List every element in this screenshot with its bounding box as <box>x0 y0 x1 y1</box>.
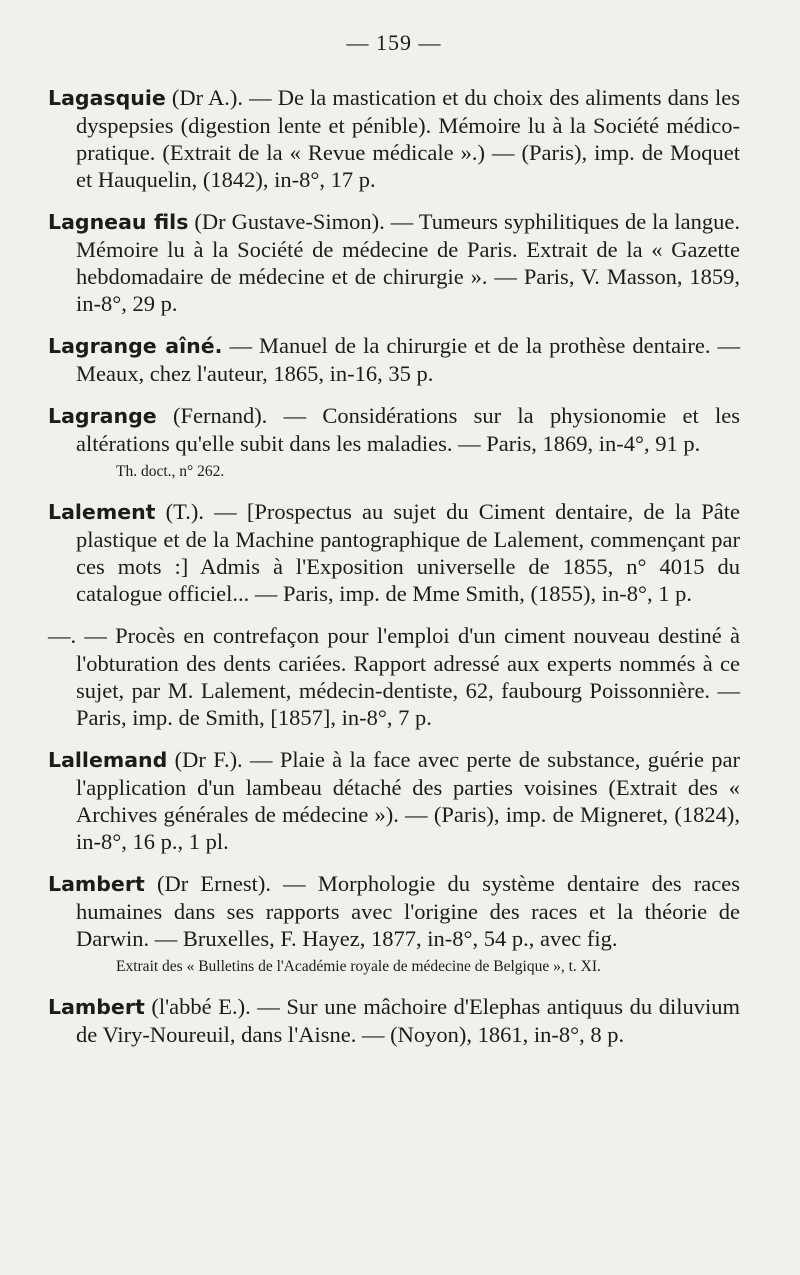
entry-text: (T.). — [Prospectus au sujet du Ciment dentaire, de la Pâte plastique et de la Machine pantographique de Lalement, commençant par ces mots :] Admis à l'Exposition universelle de 1855, n° 4015 du catalogue officiel... — Paris, imp. de Mme Smith, (1855), in-8°, 1 p. <box>76 499 740 606</box>
entry-text: — Manuel de la chirurgie et de la prothèse dentaire. — Meaux, chez l'auteur, 1865, in-16, 35 p. <box>76 333 741 386</box>
entry-note: Extrait des « Bulletins de l'Académie royale de médecine de Belgique », t. XI. <box>116 958 601 975</box>
entry-author: Lalement <box>48 500 156 524</box>
bibliography-entry <box>48 870 740 978</box>
entry-note: Th. doct., n° 262. <box>116 463 225 480</box>
bibliography-entry <box>48 402 740 483</box>
entry-text: (Dr A.). — De la mastication et du choix des aliments dans les dyspepsies (digestion lente et pénible). Mémoire lu à la Société médico-pratique. (Extrait de la « Revue médicale ».) — (Paris), imp. de Moquet et Hauquelin, (1842), in-8°, 17 p. <box>76 85 740 192</box>
entry-author: Lallemand <box>48 748 168 772</box>
bibliography-entry <box>48 622 740 731</box>
entry-author: Lagrange <box>48 404 157 428</box>
entry-text: (l'abbé E.). — Sur une mâchoire d'Elephas antiquus du diluvium de Viry-Noureuil, dans l'Aisne. — (Noyon), 1861, in-8°, 8 p. <box>76 994 740 1047</box>
entry-author: Lagneau fils <box>48 210 189 234</box>
entry-author: Lambert <box>48 872 145 896</box>
bibliography-entry <box>48 208 740 317</box>
entry-text: (Fernand). — Considérations sur la physionomie et les altérations qu'elle subit dans les maladies. — Paris, 1869, in-4°, 91 p. <box>76 403 740 456</box>
bibliography-entry <box>48 498 740 607</box>
page-number: — 159 — <box>346 30 442 55</box>
entry-text: —. — Procès en contrefaçon pour l'emploi d'un ciment nouveau destiné à l'obturation des dents cariées. Rapport adressé aux experts nommés à ce sujet, par M. Lalement, médecin-dentiste, 62, faubourg Poissonnière. — Paris, imp. de Smith, [1857], in-8°, 7 p. <box>48 623 740 730</box>
bibliography-entry <box>48 746 740 855</box>
entry-author: Lagrange aîné. <box>48 334 223 358</box>
entry-text: (Dr Gustave-Simon). — Tumeurs syphilitiques de la langue. Mémoire lu à la Société de médecine de Paris. Extrait de la « Gazette hebdomadaire de médecine et de chirurgie ». — Paris, V. Masson, 1859, in-8°, 29 p. <box>76 209 740 316</box>
bibliography-entry <box>48 84 740 193</box>
entry-text: (Dr Ernest). — Morphologie du système dentaire des races humaines dans ses rapports avec l'origine des races et la théorie de Darwin. — Bruxelles, F. Hayez, 1877, in-8°, 54 p., avec fig. <box>76 871 740 951</box>
entry-author: Lagasquie <box>48 86 166 110</box>
entry-text: (Dr F.). — Plaie à la face avec perte de substance, guérie par l'application d'un lambeau détaché des parties voisines (Extrait des « Archives générales de médecine »). — (Paris), imp. de Migneret, (1824), in-8°, 16 p., 1 pl. <box>76 747 740 854</box>
entry-author: Lambert <box>48 995 145 1019</box>
bibliography-entry <box>48 993 740 1048</box>
bibliography-entry <box>48 332 740 387</box>
